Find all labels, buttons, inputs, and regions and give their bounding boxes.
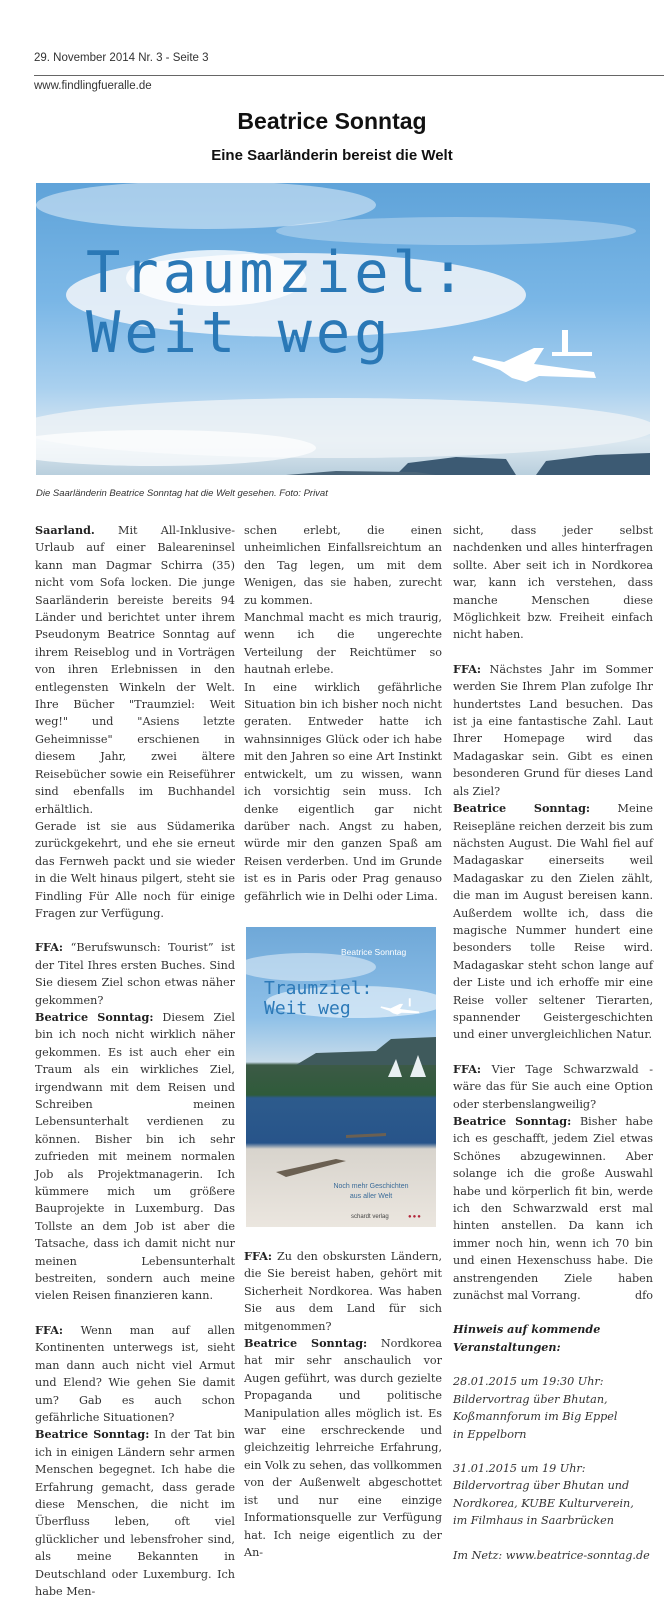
event-1: 28.01.2015 um 19:30 Uhr: Bildervortrag über Bhutan, Koßmannforum im Big Eppel in Eppelborn xyxy=(453,1375,618,1441)
image-caption: Die Saarländerin Beatrice Sonntag hat die Welt gesehen. Foto: Privat xyxy=(36,488,328,499)
intro-paragraph: Saarland. Mit All-Inklusive-Urlaub auf einer Baleareninsel kann man Dagmar Schirra (35) nicht vom Sofa locken. Die junge Saarländerin bereiste bereits 94 Länder und berichtet unter ihrem Pseudonym Beatrice Sonntag auf ihrem Reiseblog und in Vorträgen von ihren Erlebnissen in den entlegensten Winkeln der Welt. Ihre Bücher "Traumziel: Weit weg!" und "Asiens letzte Geheimnisse" erschienen in diesem Jahr, zwei ältere Reisebücher sowie ein Reiseführer sind ebenfalls im Buchhandel erhältlich. xyxy=(35,523,235,816)
answer-2-continued-2: Manchmal macht es mich traurig, wenn ich die ungerechte Verteilung der Reichtümer so hautnah erlebe. xyxy=(244,611,442,677)
book-title: Traumziel: Weit weg xyxy=(264,978,373,1019)
book-publisher: schardt verlag xyxy=(351,1214,389,1220)
answer-3: Beatrice Sonntag: Nordkorea hat mir sehr anschaulich vor Augen geführt, was durch gezielte Propaganda und politische Manipulation alles möglich ist. Es war eine erschreckende und gleichzeitig lehrreiche Erfahrung, ein Volk zu sehen, das vollkommen von der Außenwelt abgeschottet ist und nur eine einzige Informationsquelle zur Verfügung hat. Ich neige eigentlich zu der An- xyxy=(244,1336,443,1559)
publisher-logo-dots: ●●● xyxy=(408,1214,422,1220)
article-title: Beatrice Sonntag xyxy=(237,108,427,134)
book-cover-image xyxy=(246,927,436,1227)
site-url[interactable]: www.findlingfueralle.de xyxy=(34,80,152,92)
question-2: FFA: Wenn man auf allen Kontinenten unterwegs ist, sieht man dann auch nicht viel Armut und Elend? Wie gehen Sie damit um? Gab es auch schon gefährliche Situationen? xyxy=(35,1322,235,1424)
book-author: Beatrice Sonntag xyxy=(341,947,407,957)
question-3: FFA: Zu den obskursten Ländern, die Sie bereist haben, gehört mit Sicherheit Nordkorea. Was haben Sie aus dem Land für sich mitgenommen? xyxy=(244,1249,442,1333)
answer-1: Beatrice Sonntag: Diesem Ziel bin ich noch nicht wirklich näher gekommen. Es ist auch eher ein Traum als ein wirkliches Ziel, irgendwann mit dem Reisen und Schreiben meinen Lebensunterhalt verdienen zu können. Bisher bin ich sehr zufrieden mit meinem normalen Job als Projektmanagerin. Ich kümmere mich um größere Bauprojekte in Luxemburg. Das Tollste an dem Job ist aber die Tatsache, dass ich damit nicht nur meinen Lebensunterhalt bestreiten, sondern auch meine vielen Reisen finanzieren kann. xyxy=(35,1009,235,1303)
answer-4: Beatrice Sonntag: Meine Reisepläne reichen derzeit bis zum nächsten August. Die Wahl fiel auf Madagaskar einerseits weil Madagaskar zu den Zielen zählt, die man im August bereisen kann. Außerdem wollte ich, dass die magische Nummer hundert eine besonders tolle Reise wird. Madagaskar steht schon lange auf der Liste und ich erhoffe mir eine Reise voller seltener Tierarten, spannender Geistergeschichten und einer unvergleichlichen Natur. xyxy=(453,801,653,1042)
question-4: FFA: Nächstes Jahr im Sommer werden Sie Ihrem Plan zufolge Ihr hundertstes Land besuchen. Das ist ja eine fantastische Zahl. Laut Ihrer Homepage wird das Madagaskar sein. Gibt es einen besonderen Grund für dieses Land als Ziel? xyxy=(453,661,653,798)
intro-paragraph-2: Gerade ist sie aus Südamerika zurückgekehrt, und ehe sie erneut das Fernweh packt und sie wieder in die Welt hinaus pilgert, steht sie Findling Für Alle noch für einige Fragen zur Verfügung. xyxy=(35,819,235,920)
question-5: FFA: Vier Tage Schwarzwald - wäre das für Sie auch eine Option oder sterbenslangweilig? xyxy=(453,1061,653,1111)
answer-2-continued: schen erlebt, die einen unheimlichen Einfallsreichtum an den Tag legen, um mit dem Wenigen, das sie haben, zurecht zu kommen. xyxy=(244,524,442,607)
answer-2: Beatrice Sonntag: In der Tat bin ich in einigen Ländern sehr armen Menschen begegnet. Ich habe die Erfahrung gemacht, dass gerade diese Menschen, die nicht im Überfluss leben, oft viel glücklicher und lebensfroher sind, als meine Bekannten in Deutschland oder Luxemburg. Ich habe Men- xyxy=(35,1427,235,1598)
header-divider xyxy=(34,75,664,76)
author-initials: dfo xyxy=(634,1289,653,1303)
book-airplane-icon xyxy=(378,997,422,1019)
issue-date-line: 29. November 2014 Nr. 3 - Seite 3 xyxy=(34,52,209,64)
airplane-icon xyxy=(464,326,604,396)
answer-2-continued-3: In eine wirklich gefährliche Situation bin ich bisher noch nicht geraten. Entweder hatte ich wahnsinniges Glück oder ich habe mit den Jahren so eine Art Instinkt entwickelt, um zu wissen, wann ich vorsichtig sein muss. Ich denke eigentlich gar nicht darüber nach. Angst zu haben, würde mir den ganzen Spaß am Reisen verderben. Und im Grunde ist es in Paris oder Prag genauso gefährlich wie in Delhi oder Lima. xyxy=(244,680,442,903)
article-column-1 xyxy=(35,522,235,1600)
hero-image xyxy=(36,183,650,475)
article-column-2-lower xyxy=(244,1248,442,1561)
question-1: FFA: “Berufswunsch: Tourist” ist der Titel Ihres ersten Buches. Sind Sie diesem Ziel schon etwas näher gekommen? xyxy=(35,940,235,1007)
events-heading: Hinweis auf kommende Veranstaltungen: xyxy=(453,1322,601,1354)
web-link[interactable]: Im Netz: www.beatrice-sonntag.de xyxy=(453,1548,650,1562)
article-column-2 xyxy=(244,522,442,905)
article-subtitle: Eine Saarländerin bereist die Welt xyxy=(211,147,453,164)
answer-3-continued: sicht, dass jeder selbst nachdenken und alles hinterfragen sollte. Aber seit ich in Nordkorea war, kann ich verstehen, dass manche Menschen diese Möglichkeit bzw. Freiheit einfach nicht haben. xyxy=(453,524,653,642)
event-2: 31.01.2015 um 19 Uhr: Bildervortrag über Bhutan und Nordkorea, KUBE Kulturverein, im Filmhaus in Saarbrücken xyxy=(453,1461,634,1528)
hero-headline: Traumziel: Weit weg xyxy=(86,240,470,366)
answer-5: Beatrice Sonntag: Bisher habe ich es geschafft, jedem Ziel etwas Schönes abzugewinnen. Aber solange ich die große Auswahl habe und körperlich fit bin, werde ich den Schwarzwald erst mal hinten anstellen. Da kann ich immer noch hin, wenn ich 70 bin und einen Hexenschuss habe. Die anstrengenden Ziele haben zunächst mal Vorrang. dfo xyxy=(453,1113,653,1304)
article-column-3 xyxy=(453,522,653,1564)
book-subtitle: Noch mehr Geschichten aus aller Welt xyxy=(333,1183,409,1200)
